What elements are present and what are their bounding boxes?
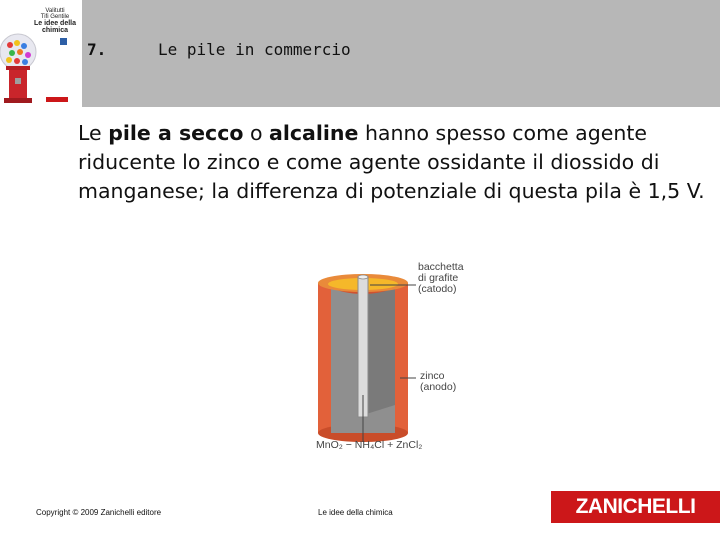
label-graphite-rod xyxy=(418,262,464,295)
cover-title-line: chimica xyxy=(41,27,69,34)
label-line: zinco xyxy=(420,370,445,382)
slide-title: Le pile in commercio xyxy=(158,40,351,59)
cover-title-line: Le idee della xyxy=(33,20,77,27)
book-cover-thumbnail xyxy=(0,0,82,107)
body-bold-term: alcaline xyxy=(269,121,359,145)
cover-author-line: Valitutti xyxy=(45,8,65,14)
book-cover-title xyxy=(30,8,80,34)
footer-book-title: Le idee della chimica xyxy=(318,508,393,517)
label-electrolyte-formula: MnO₂ − NH₄Cl + ZnCl₂ xyxy=(316,439,423,451)
label-line: bacchetta xyxy=(418,261,464,273)
slide-number: 7. xyxy=(87,40,107,59)
body-text-segment: hanno spesso come agente riducente lo zinco e come agente ossidante il diossido di manganese; la differenza di potenziale di questa pila è 1,5 V. xyxy=(78,121,705,203)
footer-copyright: Copyright © 2009 Zanichelli editore xyxy=(36,508,162,517)
label-line: di grafite xyxy=(418,272,459,284)
body-text-segment: Le xyxy=(78,121,109,145)
body-paragraph xyxy=(78,119,708,206)
label-zinc xyxy=(420,371,456,393)
dry-cell-diagram xyxy=(300,255,480,459)
title-bar xyxy=(0,0,720,107)
cover-author-line: Tifi Gentile xyxy=(40,14,70,20)
publisher-logo: ZANICHELLI xyxy=(551,491,720,523)
label-line: (anodo) xyxy=(420,381,457,393)
body-bold-term: pile a secco xyxy=(108,121,244,145)
label-line: (catodo) xyxy=(418,283,457,295)
body-text-segment: o xyxy=(243,121,270,145)
